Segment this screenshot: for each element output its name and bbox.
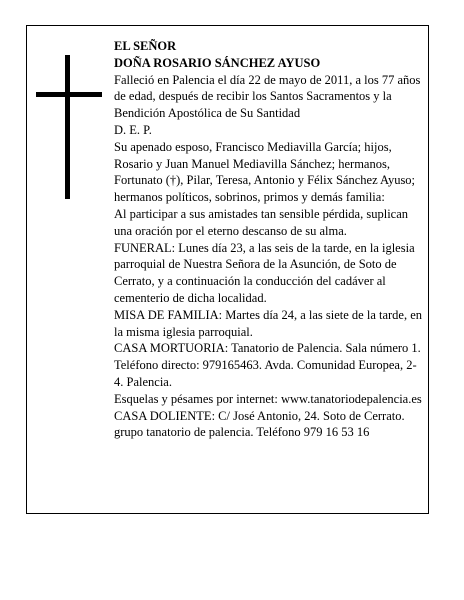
notice-title: EL SEÑOR (114, 39, 177, 53)
home-paragraph: CASA DOLIENTE: C/ José Antonio, 24. Soto de Cerrato. (114, 408, 405, 423)
death-paragraph: Falleció en Palencia el día 22 de mayo de 2011, a los 77 años de edad, después de recibir los Santos Sacramentos y la Bendición Apostólica de Su Santidad (114, 72, 421, 121)
deceased-name: DOÑA ROSARIO SÁNCHEZ AYUSO (114, 55, 321, 70)
mortuary-paragraph: CASA MORTUORIA: Tanatorio de Palencia. Sala número 1. Teléfono directo: 979165463. Avda. Comunidad Europea, 2-4. Palencia. (114, 341, 421, 389)
mass-paragraph: MISA DE FAMILIA: Martes día 24, a las siete de la tarde, en la misma iglesia parroquial. (114, 307, 423, 339)
cross-icon-bar (36, 92, 102, 97)
cross-icon (65, 55, 70, 199)
funeral-paragraph: FUNERAL: Lunes día 23, a las seis de la tarde, en la iglesia parroquial de Nuestra Señora de la Asunción, de Soto de Cerrato, y a continuación la conducción del cadáver al cementerio de dicha localidad. (114, 240, 415, 305)
obituary-card (26, 25, 429, 514)
obituary-text (114, 38, 426, 441)
rip-line: D. E. P. (114, 122, 152, 137)
online-paragraph: Esquelas y pésames por internet: www.tanatoriodepalencia.es (114, 391, 422, 406)
footer-line: grupo tanatorio de palencia. Teléfono 979 16 53 16 (114, 425, 370, 440)
family-paragraph: Su apenado esposo, Francisco Mediavilla García; hijos, Rosario y Juan Manuel Mediavilla Sánchez; hermanos, Fortunato (†), Pilar, Teresa, Antonio y Félix Sánchez Ayuso; hermanos políticos, sobrinos, primos y demás familia: (114, 139, 416, 205)
request-paragraph: Al participar a sus amistades tan sensible pérdida, suplican una oración por el eterno descanso de su alma. (114, 206, 409, 238)
